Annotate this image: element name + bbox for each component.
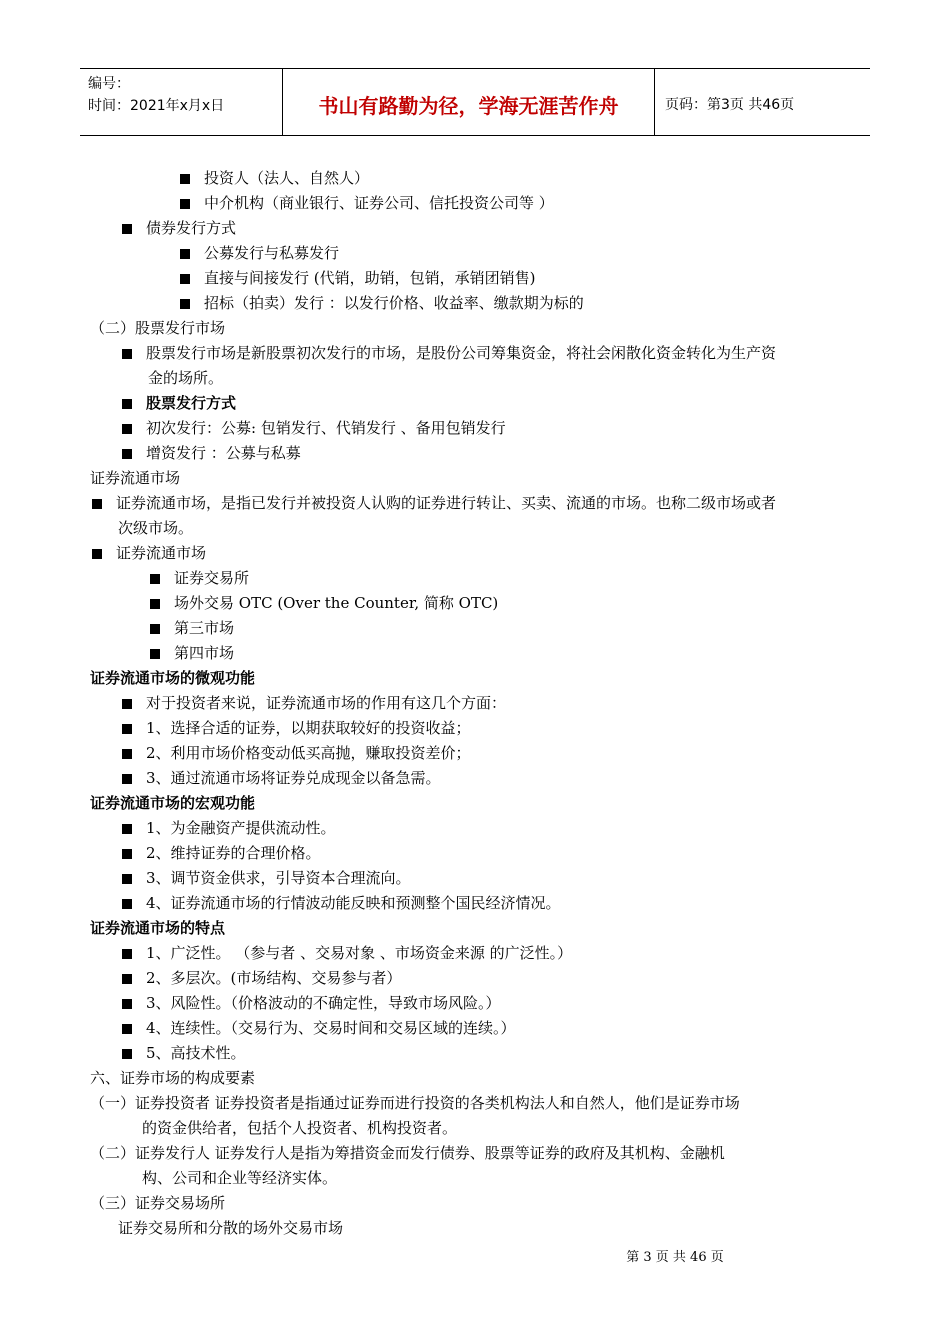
list-item: 3、调节资金供求，引导资本合理流向。: [122, 866, 411, 891]
square-bullet-icon: [122, 849, 132, 859]
list-item: 招标（拍卖）发行 ：以发行价格、收益率、缴款期为标的: [180, 291, 584, 316]
section-heading: 证券流通市场的宏观功能: [90, 794, 256, 812]
list-item: 1、为金融资产提供流动性。: [122, 816, 336, 841]
paragraph-continuation: 的资金供给者，包括个人投资者、机构投资者。: [142, 1119, 458, 1137]
square-bullet-icon: [180, 299, 190, 309]
list-item: 第三市场: [150, 616, 234, 641]
list-item: 证券流通市场，是指已发行并被投资人认购的证券进行转让、买卖、流通的市场。也称二级市场或者: [92, 491, 776, 516]
section-heading: 证券流通市场: [90, 469, 181, 487]
list-item: 2、多层次。(市场结构、交易参与者）: [122, 966, 401, 991]
square-bullet-icon: [122, 899, 132, 909]
list-item: 4、连续性。（交易行为、交易时间和交易区域的连续。）: [122, 1016, 516, 1041]
page-footer: [0, 1246, 950, 1265]
square-bullet-icon: [122, 1049, 132, 1059]
square-bullet-icon: [122, 724, 132, 734]
list-item: 增资发行 ：公募与私募: [122, 441, 301, 466]
list-item: 5、高技术性。: [122, 1041, 246, 1066]
square-bullet-icon: [122, 999, 132, 1009]
square-bullet-icon: [122, 824, 132, 834]
paragraph-line: 证券交易所和分散的场外交易市场: [118, 1219, 344, 1237]
list-item: 初次发行：公募: 包销发行、代销发行 、备用包销发行: [122, 416, 506, 441]
list-item: 4、证券流通市场的行情波动能反映和预测整个国民经济情况。: [122, 891, 561, 916]
time-label: 时间：2021年x月x日: [88, 98, 225, 114]
square-bullet-icon: [150, 649, 160, 659]
section-heading: 六、证券市场的构成要素: [90, 1069, 256, 1087]
list-item: 3、风险性。（价格波动的不确定性，导致市场风险。）: [122, 991, 501, 1016]
square-bullet-icon: [122, 399, 132, 409]
square-bullet-icon: [122, 974, 132, 984]
list-item: 证券流通市场: [92, 541, 206, 566]
section-heading: 证券流通市场的特点: [90, 919, 226, 937]
square-bullet-icon: [122, 949, 132, 959]
header-motto: 书山有路勤为径，学海无涯苦作舟: [282, 69, 655, 135]
square-bullet-icon: [122, 699, 132, 709]
square-bullet-icon: [122, 449, 132, 459]
list-item: 1、选择合适的证券，以期获取较好的投资收益；: [122, 716, 471, 741]
square-bullet-icon: [180, 199, 190, 209]
section-heading: 证券流通市场的微观功能: [90, 669, 256, 687]
square-bullet-icon: [150, 599, 160, 609]
section-heading: （三）证券交易场所: [90, 1194, 226, 1212]
list-item: 2、维持证券的合理价格。: [122, 841, 321, 866]
header-meta: [80, 69, 282, 135]
header-page-info: 页码：第3页 共46页: [665, 97, 795, 113]
list-item: 3、通过流通市场将证券兑成现金以备急需。: [122, 766, 441, 791]
list-item-continuation: 金的场所。: [148, 369, 224, 387]
square-bullet-icon: [122, 1024, 132, 1034]
list-item: 2、利用市场价格变动低买高抛，赚取投资差价；: [122, 741, 471, 766]
footer-page-number: 第 3 页 共 46 页: [626, 1250, 724, 1265]
square-bullet-icon: [180, 274, 190, 284]
square-bullet-icon: [122, 349, 132, 359]
list-item: 1、广泛性。 （参与者 、交易对象 、市场资金来源 的广泛性。）: [122, 941, 572, 966]
list-item: 直接与间接发行 (代销，助销，包销，承销团销售): [180, 266, 535, 291]
list-item: 债券发行方式: [122, 216, 236, 241]
page-header: [80, 68, 870, 136]
square-bullet-icon: [92, 499, 102, 509]
square-bullet-icon: [150, 574, 160, 584]
square-bullet-icon: [180, 174, 190, 184]
list-item: 中介机构（商业银行、证券公司、信托投资公司等 ）: [180, 191, 554, 216]
list-item-continuation: 次级市场。: [118, 519, 194, 537]
square-bullet-icon: [122, 224, 132, 234]
square-bullet-icon: [150, 624, 160, 634]
square-bullet-icon: [122, 424, 132, 434]
list-item: 公募发行与私募发行: [180, 241, 339, 266]
list-item: 证券交易所: [150, 566, 249, 591]
square-bullet-icon: [92, 549, 102, 559]
list-item: 股票发行市场是新股票初次发行的市场，是股份公司筹集资金，将社会闲散化资金转化为生产资: [122, 341, 776, 366]
list-item: 场外交易 OTC (Over the Counter, 简称 OTC): [150, 591, 498, 616]
square-bullet-icon: [180, 249, 190, 259]
square-bullet-icon: [122, 774, 132, 784]
list-item: 投资人（法人、自然人）: [180, 166, 369, 191]
list-item: 股票发行方式: [122, 391, 236, 416]
paragraph-continuation: 构、公司和企业等经济实体。: [142, 1169, 338, 1187]
paragraph-line: （二）证券发行人 证券发行人是指为筹措资金而发行债券、股票等证券的政府及其机构、金融机: [90, 1144, 725, 1162]
square-bullet-icon: [122, 874, 132, 884]
paragraph-line: （一）证券投资者 证券投资者是指通过证券而进行投资的各类机构法人和自然人，他们是证券市场: [90, 1094, 740, 1112]
list-item: 第四市场: [150, 641, 234, 666]
number-label: 编号：: [88, 76, 130, 92]
square-bullet-icon: [122, 749, 132, 759]
section-heading: （二）股票发行市场: [90, 319, 226, 337]
list-item: 对于投资者来说，证券流通市场的作用有这几个方面：: [122, 691, 506, 716]
